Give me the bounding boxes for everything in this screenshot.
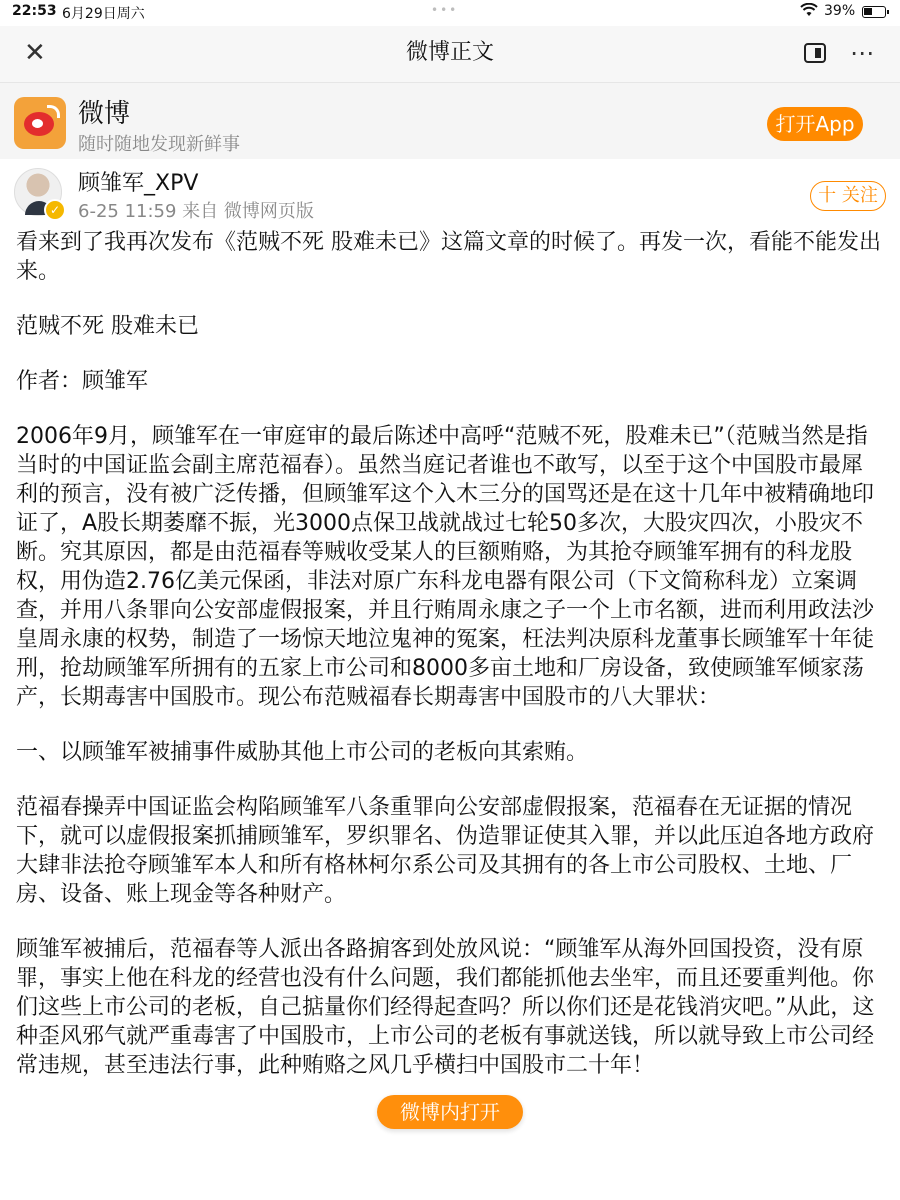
more-icon[interactable]: ⋯ xyxy=(850,39,874,67)
app-banner xyxy=(0,83,900,159)
battery-percent: 39% xyxy=(824,3,856,19)
post-paragraph: 范贼不死 股难未已 xyxy=(16,314,199,339)
weibo-logo-icon xyxy=(14,97,66,149)
battery-icon xyxy=(862,6,886,18)
verified-badge-icon: ✓ xyxy=(44,199,66,221)
date: 6月29日周六 xyxy=(62,6,145,22)
clock: 22:53 xyxy=(12,3,57,19)
post-body xyxy=(16,228,884,1106)
app-slogan: 随时随地发现新鲜事 xyxy=(78,134,240,155)
post-paragraph: 2006年9月，顾雏军在一审庭审的最后陈述中高呼“范贼不死，股难未已”（范贼当然是指当时的中国证监会副主席范福春）。虽然当庭记者谁也不敢写，以至于这个中国股市最犀利的预言，没有被广泛传播，但顾雏军这个入木三分的国骂还是在这十几年中被精确地印证了，A股长期萎靡不振，光3000点保卫战就战过七轮50多次，大股灾四次，小股灾不断。究其原因，都是由范福春等贼收受某人的巨额贿赂，为其抢夺顾雏军拥有的科龙股权，用伪造2.76亿美元保函，非法对原广东科龙电器有限公司（下文简称科龙）立案调查，并用八条罪向公安部虚假报案，并且行贿周永康之子一个上市名额，进而利用政法沙皇周永康的权势，制造了一场惊天地泣鬼神的冤案，枉法判决原科龙董事长顾雏军十年徒刑，抢劫顾雏军所拥有的五家上市公司和8000多亩土地和厂房设备，致使顾雏军倾家荡产，长期毒害中国股市。现公布范贼福春长期毒害中国股市的八大罪状： xyxy=(16,424,875,710)
post-paragraph: 看来到了我再次发布《范贼不死 股难未已》这篇文章的时候了。再发一次，看能不能发出来。 xyxy=(16,230,881,284)
app-name: 微博 xyxy=(78,99,131,129)
close-icon[interactable]: ✕ xyxy=(24,38,46,68)
post-paragraph: 作者：顾雏军 xyxy=(16,369,149,394)
open-in-weibo-button[interactable]: 微博内打开 xyxy=(377,1095,523,1129)
author-name[interactable]: 顾雏军_XPV xyxy=(78,171,199,196)
post-meta: 6-25 11:59 来自 微博网页版 xyxy=(78,201,314,222)
page-title: 微博正文 xyxy=(405,40,494,65)
post-paragraph: 顾雏军被捕后，范福春等人派出各路掮客到处放风说：“顾雏军从海外回国投资，没有原罪，事实上他在科龙的经营也没有什么问题，我们都能抓他去坐牢，而且还要重判他。你们这些上市公司的老板，自己掂量你们经得起查吗？所以你们还是花钱消灾吧。”从此，这种歪风邪气就严重毒害了中国股市，上市公司的老板有事就送钱，所以就导致上市公司经常违规，甚至违法行事，此种贿赂之风几乎横扫中国股市二十年！ xyxy=(16,937,875,1078)
sidebar-toggle-icon[interactable] xyxy=(804,43,826,63)
post-paragraph: 范福春操弄中国证监会构陷顾雏军八条重罪向公安部虚假报案，范福春在无证据的情况下，就可以虚假报案抓捕顾雏军，罗织罪名、伪造罪证使其入罪，并以此压迫各地方政府大肆非法抢夺顾雏军本人和所有格林柯尔系公司及其拥有的各上市公司股权、土地、厂房、设备、账上现金等各种财产。 xyxy=(16,795,875,907)
wifi-icon xyxy=(800,3,818,21)
nav-bar xyxy=(0,26,900,83)
post-paragraph: 一、以顾雏军被捕事件威胁其他上市公司的老板向其索贿。 xyxy=(16,740,589,765)
follow-button[interactable]: 十 关注 xyxy=(810,181,886,211)
open-app-button[interactable]: 打开App xyxy=(767,107,863,141)
status-bar xyxy=(0,0,900,26)
multitask-dots-icon[interactable]: ••• xyxy=(431,3,459,17)
